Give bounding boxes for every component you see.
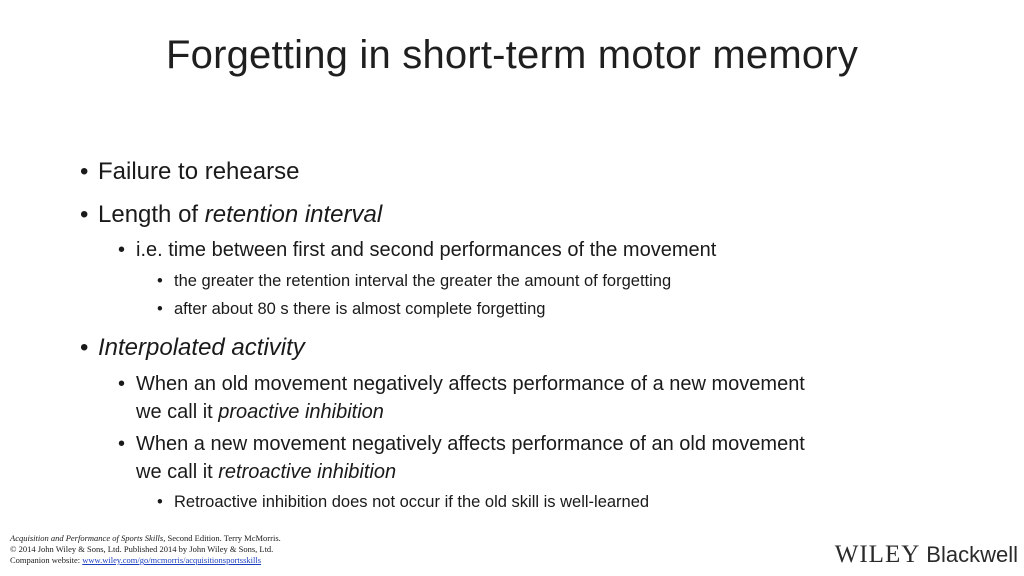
- companion-website-link[interactable]: www.wiley.com/go/mcmorris/acquisitionsportsskills: [82, 555, 262, 565]
- citation-footer: [10, 533, 281, 566]
- bullet-retroactive-line1: When a new movement negatively affects performance of an old movement: [136, 433, 805, 455]
- slide-title: Forgetting in short-term motor memory: [165, 33, 859, 77]
- wiley-blackwell-logo: [835, 541, 1018, 569]
- bullet-dot: •: [118, 239, 126, 261]
- book-title: Acquisition and Performance of Sports Skills: [10, 533, 164, 543]
- bullet-dot: •: [80, 334, 89, 361]
- companion-line: Companion website: www.wiley.com/go/mcmorris/acquisitionsportsskills: [10, 555, 262, 565]
- bullet-retroactive-line2: we call it retroactive inhibition: [136, 461, 397, 483]
- bullet-dot: •: [157, 493, 163, 511]
- bullet-length-of-retention-interval: Length of retention interval: [98, 201, 383, 228]
- bullet-dot: •: [118, 373, 126, 395]
- bullet-dot: •: [157, 300, 163, 318]
- bullet-well-learned: Retroactive inhibition does not occur if the old skill is well-learned: [174, 493, 650, 511]
- bullet-failure-to-rehearse: Failure to rehearse: [98, 158, 300, 185]
- bullet-proactive-line2: we call it proactive inhibition: [136, 401, 384, 423]
- bullet-dot: •: [157, 272, 163, 290]
- bullet-proactive-line1: When an old movement negatively affects performance of a new movement: [136, 373, 805, 395]
- bullet-retention-definition: i.e. time between first and second performances of the movement: [136, 239, 717, 261]
- citation-line-1: Acquisition and Performance of Sports Skills, Second Edition. Terry McMorris.: [10, 533, 281, 543]
- logo-wiley: WILEY: [834, 541, 921, 568]
- bullet-80s-forgetting: after about 80 s there is almost complete forgetting: [174, 300, 546, 318]
- logo-blackwell: Blackwell: [926, 542, 1018, 567]
- bullet-greater-retention: the greater the retention interval the greater the amount of forgetting: [174, 272, 672, 290]
- bullet-dot: •: [80, 201, 89, 228]
- bullet-dot: •: [118, 433, 126, 455]
- bullet-dot: •: [80, 158, 89, 185]
- bullet-interpolated-activity: Interpolated activity: [98, 334, 305, 361]
- copyright-line: © 2014 John Wiley & Sons, Ltd. Published 2014 by John Wiley & Sons, Ltd.: [10, 544, 274, 554]
